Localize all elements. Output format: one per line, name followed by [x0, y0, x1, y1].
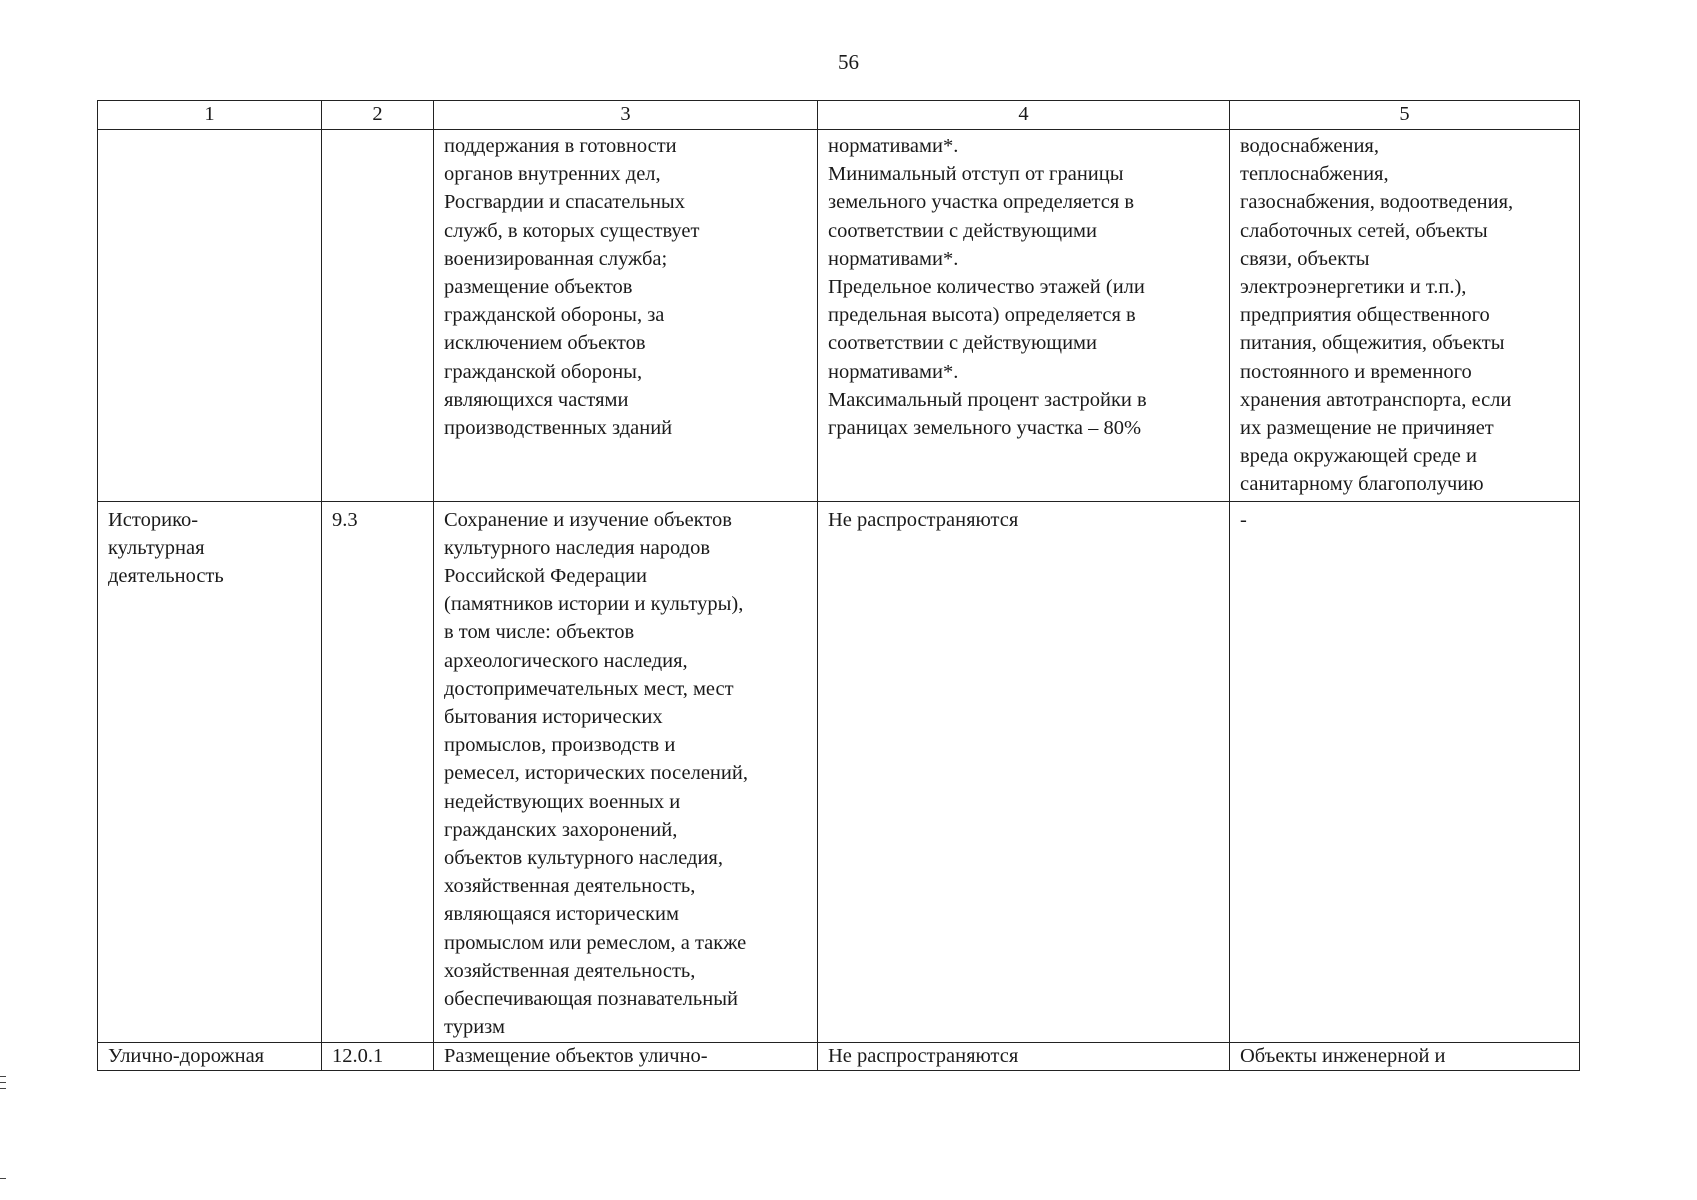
use-code-cell: 9.3	[322, 501, 434, 1042]
text-line: органов внутренних дел,	[444, 163, 661, 186]
use-name-cell	[98, 501, 322, 1042]
text-line: Объекты инженерной и	[1240, 1044, 1446, 1067]
parameters-cell	[818, 501, 1230, 1042]
text-line: хранения автотранспорта, если	[1240, 388, 1512, 411]
text-line: теплоснабжения,	[1240, 163, 1389, 186]
text-line: обеспечивающая познавательный	[444, 988, 738, 1011]
auxiliary-uses-cell	[1230, 130, 1580, 502]
text-line: Минимальный отступ от границы	[828, 163, 1124, 186]
text-line: газоснабжения, водоотведения,	[1240, 191, 1514, 214]
text-line: в том числе: объектов	[444, 621, 635, 644]
page-number: 56	[838, 50, 859, 74]
text-line: археологического наследия,	[444, 649, 688, 672]
text-line: культурного наследия народов	[444, 536, 711, 559]
text-line: производственных зданий	[444, 417, 673, 440]
table-header-row	[98, 101, 1580, 130]
text-line: промыслом или ремеслом, а также	[444, 931, 747, 954]
use-name-cell	[98, 130, 322, 502]
column-header-3: 3	[434, 101, 818, 130]
column-header-5: 5	[1230, 101, 1580, 130]
text-line: поддержания в готовности	[444, 135, 677, 157]
text-line: военизированная служба;	[444, 247, 668, 270]
text-line: культурная	[108, 536, 205, 559]
parameters-cell	[818, 130, 1230, 502]
text-line: гражданских захоронений,	[444, 818, 678, 841]
use-description-cell	[434, 1042, 818, 1070]
empty-dash: -	[1240, 508, 1247, 531]
text-line: Не распространяются	[828, 1044, 1019, 1067]
text-line: (памятников истории и культуры),	[444, 593, 744, 616]
land-use-table	[97, 100, 1580, 1071]
text-line: недействующих военных и	[444, 790, 681, 813]
text-line: размещение объектов	[444, 276, 633, 299]
text-line: предельная высота) определяется в	[828, 304, 1136, 327]
text-line: Максимальный процент застройки в	[828, 388, 1147, 411]
text-line: Размещение объектов улично-	[444, 1044, 708, 1067]
table-row	[98, 1042, 1580, 1070]
auxiliary-uses-cell	[1230, 1042, 1580, 1070]
use-description-cell	[434, 501, 818, 1042]
text-line: Историко-	[108, 508, 199, 531]
text-line: промыслов, производств и	[444, 734, 676, 757]
text-line: слаботочных сетей, объекты	[1240, 219, 1488, 242]
text-line: туризм	[444, 1016, 505, 1039]
text-line: предприятия общественного	[1240, 304, 1490, 327]
text-line: Росгвардии и спасательных	[444, 191, 685, 214]
text-line: вреда окружающей среде и	[1240, 445, 1477, 468]
auxiliary-uses-cell	[1230, 501, 1580, 1042]
column-header-1: 1	[98, 101, 322, 130]
text-line: соответствии с действующими	[828, 332, 1097, 355]
text-line: бытования исторических	[444, 706, 663, 729]
scan-edge-mark	[0, 1178, 6, 1179]
use-code-cell	[322, 130, 434, 502]
text-line: гражданской обороны, за	[444, 304, 665, 327]
text-line: являющаяся историческим	[444, 903, 679, 926]
text-line: границах земельного участка – 80%	[828, 417, 1142, 440]
use-name-cell	[98, 1042, 322, 1070]
text-line: хозяйственная деятельность,	[444, 959, 696, 982]
text-line: Предельное количество этажей (или	[828, 276, 1145, 299]
text-line: ремесел, исторических поселений,	[444, 762, 748, 785]
table-row	[98, 130, 1580, 502]
text-line: исключением объектов	[444, 332, 646, 355]
use-description-cell	[434, 130, 818, 502]
text-line: Не распространяются	[828, 508, 1019, 531]
text-line: земельного участка определяется в	[828, 191, 1135, 214]
column-header-2: 2	[322, 101, 434, 130]
text-line: достопримечательных мест, мест	[444, 677, 734, 700]
scan-edge-mark	[0, 1088, 6, 1089]
text-line: питания, общежития, объекты	[1240, 332, 1505, 355]
text-line: Улично-дорожная	[108, 1044, 265, 1067]
parameters-cell	[818, 1042, 1230, 1070]
text-line: соответствии с действующими	[828, 219, 1097, 242]
text-line: деятельность	[108, 565, 224, 588]
scan-edge-mark	[0, 1082, 6, 1083]
text-line: электроэнергетики и т.п.),	[1240, 276, 1467, 299]
text-line: хозяйственная деятельность,	[444, 875, 696, 898]
text-line: постоянного и временного	[1240, 360, 1472, 383]
text-line: гражданской обороны,	[444, 360, 643, 383]
text-line: нормативами*.	[828, 135, 959, 157]
text-line: Сохранение и изучение объектов	[444, 508, 732, 531]
text-line: водоснабжения,	[1240, 135, 1379, 157]
table-row	[98, 501, 1580, 1042]
use-code-cell: 12.0.1	[322, 1042, 434, 1070]
text-line: их размещение не причиняет	[1240, 417, 1494, 440]
text-line: объектов культурного наследия,	[444, 847, 723, 870]
text-line: нормативами*.	[828, 360, 959, 383]
column-header-4: 4	[818, 101, 1230, 130]
scan-edge-mark	[0, 1076, 6, 1077]
text-line: служб, в которых существует	[444, 219, 700, 242]
text-line: санитарному благополучию	[1240, 473, 1484, 496]
text-line: связи, объекты	[1240, 247, 1370, 270]
text-line: нормативами*.	[828, 247, 959, 270]
text-line: являющихся частями	[444, 388, 629, 411]
text-line: Российской Федерации	[444, 565, 647, 588]
